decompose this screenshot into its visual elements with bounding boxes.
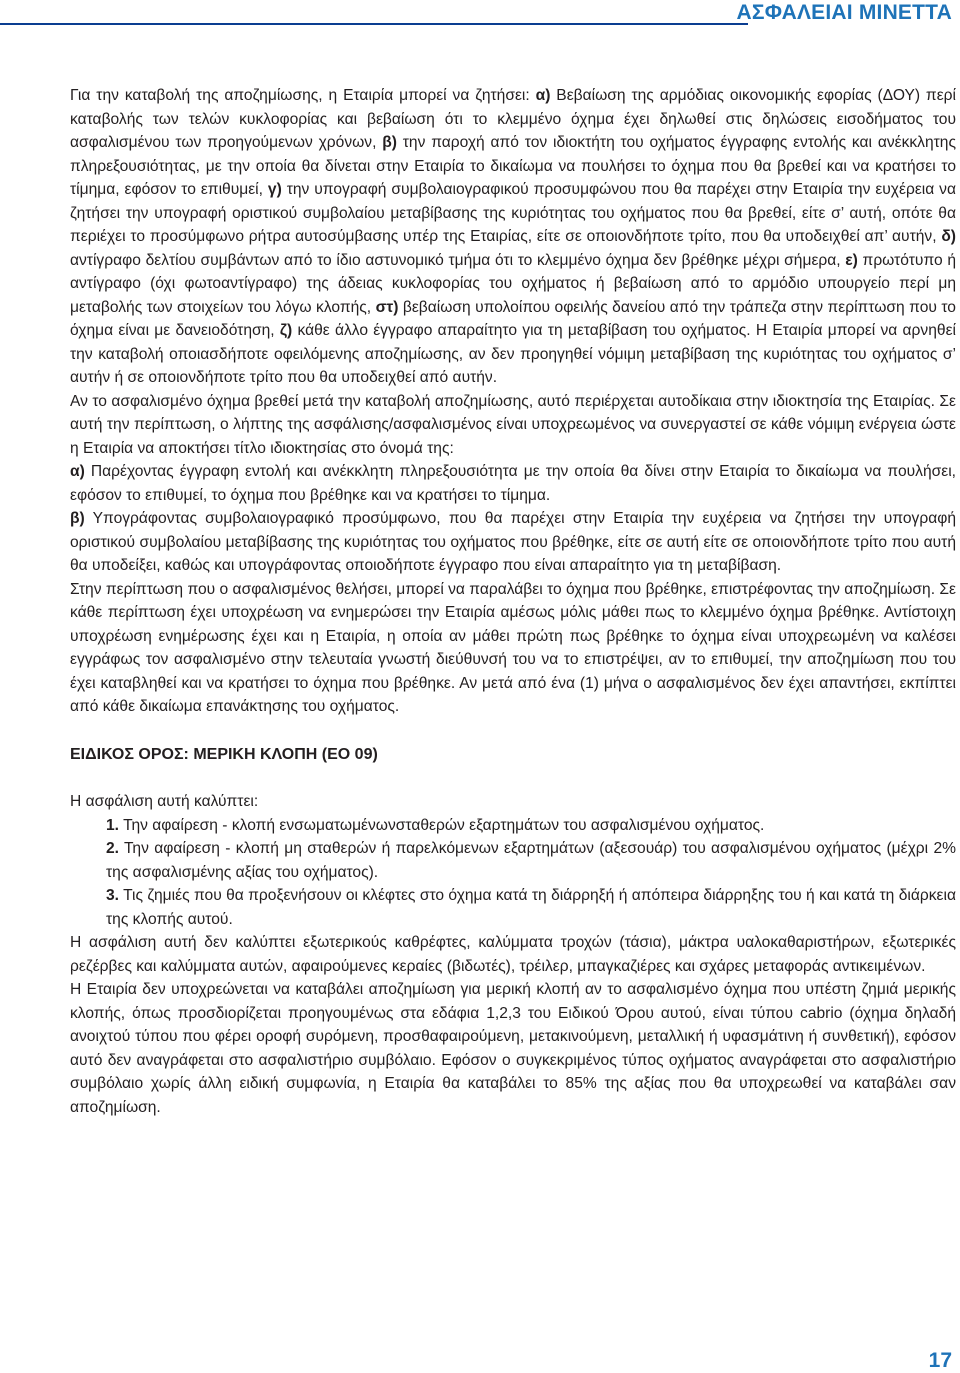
text-run: πρωτότυπο ή αντίγραφο (όχι φωτοαντίγραφο) της άδειας κυκλοφορίας του οχήματος ή βεβαίωση από το αρμόδιο υπουργείο περί μη μεταβολής των στοιχείων του λόγω κλοπής, (70, 251, 956, 316)
list-marker: στ) (375, 298, 399, 316)
list-marker: ζ) (279, 322, 293, 339)
list-item (70, 814, 956, 838)
list-item (70, 884, 956, 931)
list-marker: γ) (267, 181, 282, 198)
list-marker: ε) (845, 251, 858, 269)
text-run: Την αφαίρεση - κλοπή ενσωματωμένωνσταθερών εξαρτημάτων του ασφαλισμένου οχήματος. (119, 816, 765, 834)
list-marker: α) (535, 87, 551, 104)
covers-list (70, 814, 956, 932)
text-run: Παρέχοντας έγγραφη εντολή και ανέκκλητη πληρεξουσιότητα με την οποία θα δίνει στην Εταιρία το δικαίωμα να πουλήσει, εφόσον το επιθυμεί, το όχημα που βρέθηκε και να κρατήσει το τίμημα. (70, 463, 956, 504)
page-header (0, 0, 960, 34)
list-marker: β) (70, 510, 85, 527)
section-heading: ΕΙΔΙΚΟΣ ΟΡΟΣ: ΜΕΡΙΚΗ ΚΛΟΠΗ (ΕΟ 09) (70, 745, 378, 763)
list-marker: δ) (941, 228, 956, 245)
text-run: αντίγραφο δελτίου συμβάντων από το ίδιο αστυνομικό τμήμα ότι το κλεμμένο όχημα δεν βρέθηκε μέχρι σήμερα, (70, 251, 846, 269)
document-body (70, 84, 956, 1119)
list-item (70, 837, 956, 884)
list-number: 2. (106, 840, 120, 857)
text-run: βεβαίωση υπολοίπου οφειλής δανείου από την τράπεζα στην περίπτωση που το όχημα είναι με δανειοδότηση, (70, 298, 956, 339)
list-number: 3. (106, 887, 120, 904)
text-run: την παροχή από τον ιδιοκτήτη του οχήματος έγγραφης εντολής και ανέκκλητης πληρεξουσιότητας, με την οποία θα δίνεται στην Εταιρία το δικαίωμα να πουλήσει το όχημα που θα βρεθεί και να κρατήσει το τίμημα, εφόσον το επιθυμεί, (70, 134, 956, 198)
covers-intro: Η ασφάλιση αυτή καλύπτει: (70, 793, 259, 810)
list-number: 1. (106, 816, 120, 834)
paragraph-documents-required (70, 84, 956, 390)
paragraph-option-b (70, 507, 956, 578)
paragraph-cabrio: Η Εταιρία δεν υποχρεώνεται να καταβάλει αποζημίωση για μερική κλοπή αν το ασφαλισμένο όχημα που υπέστη ζημιά μερικής κλοπής, όπως προσδιορίζεται προηγουμένως στα εδάφια 1,2,3 του Ειδικού Όρου αυτού, είναι τύπου cabrio (όχημα δηλαδή ανοιχτού τύπου που φέρει οροφή συρόμενη, προσθαφαιρούμενη, μετακινούμενη, μεταλλική ή υφασμάτινη ή συνθετική), εφόσον αυτό δεν αναγράφεται στο ασφαλιστήριο συμβόλαιο. Εφόσον ο συγκεκριμένος τύπος οχήματος αναγράφεται στο ασφαλιστήριο συμβόλαιο χωρίς άλλη ειδική συμφωνία, η Εταιρία θα καταβάλει το 85% της αξίας που θα υποχρεωθεί να καταβάλει σαν αποζημίωση. (70, 981, 956, 1116)
paragraph-exclusions: Η ασφάλιση αυτή δεν καλύπτει εξωτερικούς καθρέφτες, καλύμματα τροχών (τάσια), μάκτρα υαλοκαθαριστήρων, εξωτερικές ρεζέρβες και καλύμματα αυτών, αφαιρούμενες κεραίες (βιδωτές), τρέιλερ, μπαγκαζιέρες και σχάρες μεταφοράς αντικειμένων. (70, 934, 956, 975)
text-run: Βεβαίωση της αρμόδιας οικονομικής εφορίας (ΔΟΥ) περί καταβολής των τελών κυκλοφορίας και βεβαίωση ότι το κλεμμένο όχημα έχει δηλωθεί στις δηλώσεις εισοδήματος του ασφαλισμένου των προηγούμενων χρόνων, (70, 87, 956, 151)
header-rule (0, 23, 748, 25)
header-title: ΑΣΦΑΛΕΙΑΙ ΜΙΝΕΤΤΑ (736, 1, 952, 24)
text-run: Για την καταβολή της αποζημίωσης, η Εταιρία μπορεί να ζητήσει: (70, 87, 536, 104)
text-run: Τις ζημιές που θα προξενήσουν οι κλέφτες στο όχημα κατά τη διάρρηξή ή απόπειρα διάρρηξης του ή και κατά τη διάρκεια της κλοπής αυτού. (106, 887, 956, 928)
paragraph-option-a (70, 460, 956, 507)
paragraph-reclaim-vehicle: Στην περίπτωση που ο ασφαλισμένος θελήσει, μπορεί να παραλάβει το όχημα που βρέθηκε, επιστρέφοντας την αποζημίωση. Σε κάθε περίπτωση έχει υποχρέωση να ενημερώσει την Εταιρία αμέσως μόλις μάθει πως το κλεμμένο όχημα βρέθηκε. Αντίστοιχη υποχρέωση ενημέρωσης έχει και η Εταιρία, η οποία αν μάθει πρώτη πως βρέθηκε το όχημα είναι υποχρεωμένη να καλέσει εγγράφως τον ασφαλισμένο στην τελευταία γνωστή διεύθυνσή του να το επιστρέψει, αν το επιθυμεί, την αποζημίωση που του έχει καταβληθεί και να κρατήσει το όχημα που βρέθηκε. Αν μετά από ένα (1) μήνα ο ασφαλισμένος δεν έχει απαντήσει, εκπίπτει από κάθε δικαίωμα επανάκτησης του οχήματος. (70, 580, 956, 715)
list-marker: α) (70, 463, 85, 480)
list-marker: β) (382, 134, 397, 151)
text-run: την υπογραφή συμβολαιογραφικού προσυμφώνου που θα παρέχει στην Εταιρία την ευχέρεια να ζητήσει την υπογραφή οριστικού συμβολαίου μεταβίβασης της κυριότητας του οχήματος που θα βρεθεί, είτε σ’ αυτή, οπότε θα περιέχει το προσύμφωνο ρήτρα αυτοσύμβασης υπέρ της Εταιρίας, είτε σε οποιονδήποτε τρίτο, που θα υποδειχθεί απ’ αυτήν, (70, 181, 956, 245)
paragraph-vehicle-found: Αν το ασφαλισμένο όχημα βρεθεί μετά την καταβολή αποζημίωσης, αυτό περιέρχεται αυτοδίκαια στην ιδιοκτησία της Εταιρίας. Σε αυτή την περίπτωση, ο λήπτης της ασφάλισης/ασφαλισμένος είναι υποχρεωμένος να συνεργαστεί σε κάθε νόμιμη ενέργεια ώστε η Εταιρία να αποκτήσει τίτλο ιδιοκτησίας στο όνομά της: (70, 392, 956, 457)
text-run: Υπογράφοντας συμβολαιογραφικό προσύμφωνο, που θα παρέχει στην Εταιρία την ευχέρεια να ζητήσει την υπογραφή οριστικού συμβολαίου μεταβίβασης της κυριότητας του οχήματος που βρέθηκε, είτε σε αυτή είτε σε οποιονδήποτε τρίτο που αυτή θα υποδείξει, καθώς και υπογράφοντας οποιοδήποτε έγγραφο που είναι απαραίτητο για τη μεταβίβαση. (70, 510, 956, 574)
page-number: 17 (928, 1349, 952, 1372)
text-run: κάθε άλλο έγγραφο απαραίτητο για τη μεταβίβαση του οχήματος. Η Εταιρία μπορεί να αρνηθεί την καταβολή οποιασδήποτε οφειλόμενης αποζημίωσης, αν δεν προηγηθεί νόμιμη μεταβίβαση της κυριότητας του οχήματος σ’ αυτήν ή σε οποιονδήποτε τρίτο που θα υποδειχθεί από αυτήν. (70, 322, 956, 386)
text-run: Την αφαίρεση - κλοπή μη σταθερών ή παρελκόμενων εξαρτημάτων (αξεσουάρ) του ασφαλισμένου οχήματος (μέχρι 2% της ασφαλισμένης αξίας του οχήματος). (106, 840, 956, 881)
